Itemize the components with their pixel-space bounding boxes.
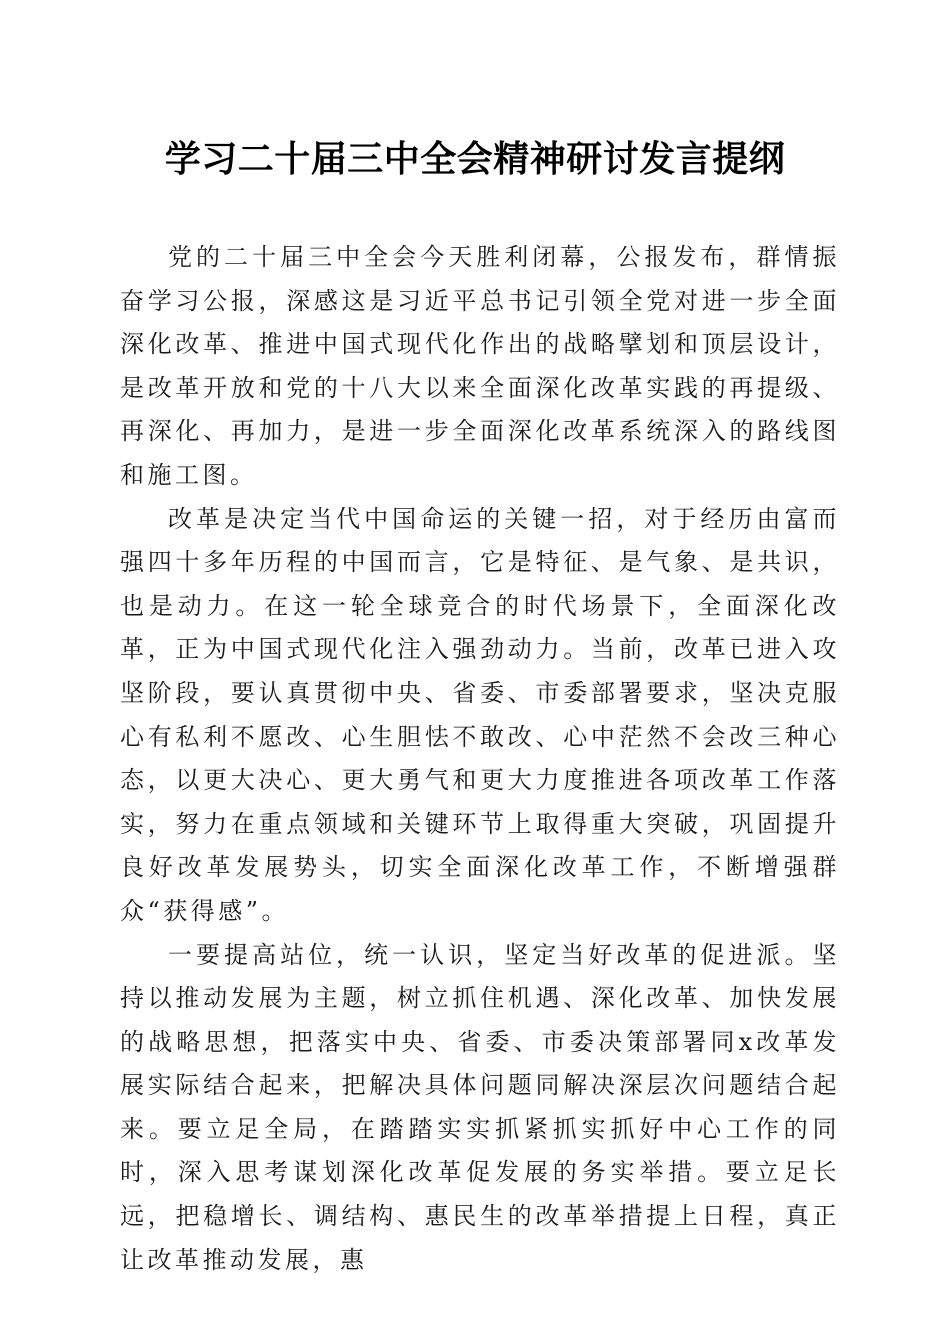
paragraph-2: 改革是决定当代中国命运的关键一招，对于经历由富而强四十多年历程的中国而言，它是特征、是气象、是共识，也是动力。在这一轮全球竞合的时代场景下，全面深化改革，正为中国式现代化注入强劲动力。当前，改革已进入攻坚阶段，要认真贯彻中央、省委、市委部署要求，坚决克服心有私利不愿改、心生胆怯不敢改、心中茫然不会改三种心态，以更大决心、更大勇气和更大力度推进各项改革工作落实，努力在重点领域和关键环节上取得重大突破，巩固提升良好改革发展势头，切实全面深化改革工作，不断增强群众“获得感”。 (120, 504, 840, 925)
paragraph-3: 一要提高站位，统一认识，坚定当好改革的促进派。坚持以推动发展为主题，树立抓住机遇、深化改革、加快发展的战略思想，把落实中央、省委、市委决策部署同x改革发展实际结合起来，把解决具体问题同解决深层次问题结合起来。要立足全局，在踏踏实实抓紧抓实抓好中心工作的同时，深入思考谋划深化改革促发展的务实举措。要立足长远，把稳增长、调结构、惠民生的改革举措提上日程，真正让改革推动发展，惠 (120, 940, 840, 1274)
paragraph-1: 党的二十届三中全会今天胜利闭幕，公报发布，群情振奋学习公报，深感这是习近平总书记引领全党对进一步全面深化改革、推进中国式现代化作出的战略擘划和顶层设计，是改革开放和党的十八大以来全面深化改革实践的再提级、再深化、再加力，是进一步全面深化改革系统深入的路线图和施工图。 (120, 243, 840, 489)
document-title: 学习二十届三中全会精神研讨发言提纲 (164, 138, 786, 180)
document-body (120, 236, 840, 1282)
